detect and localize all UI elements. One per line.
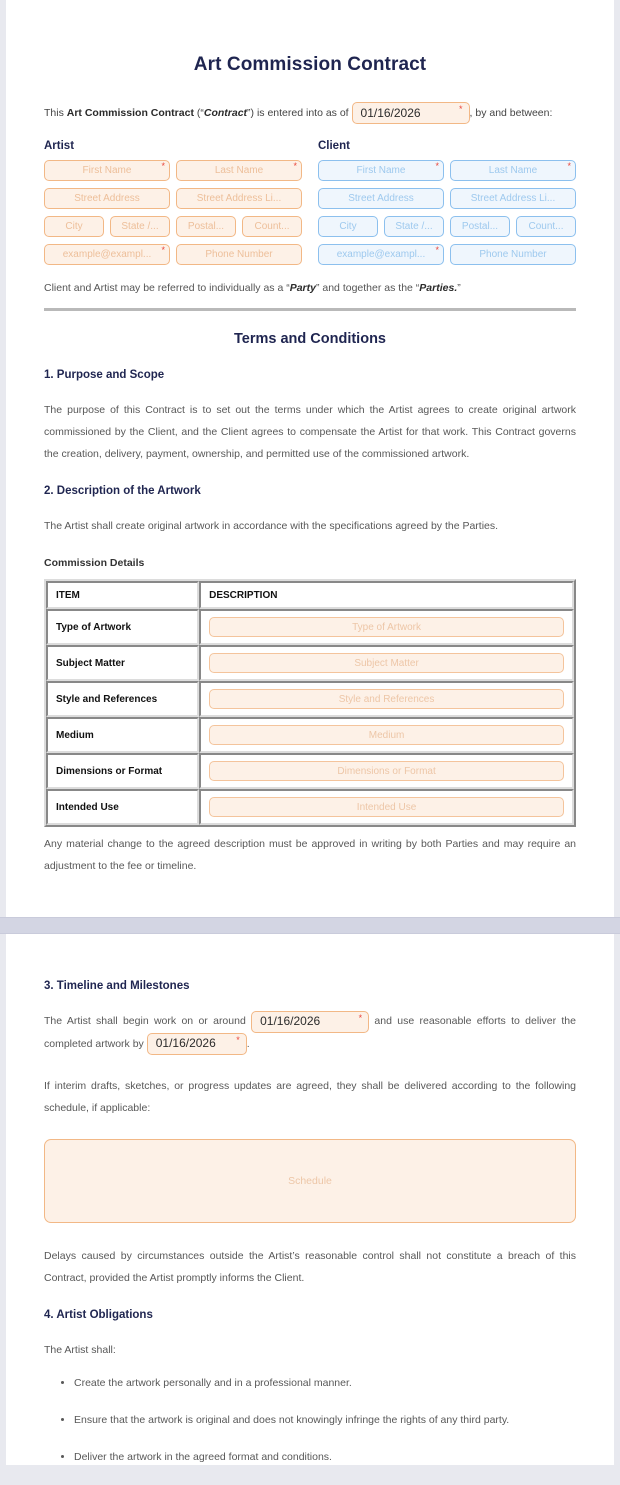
artist-street-address-input[interactable] bbox=[44, 188, 170, 209]
client-city-input[interactable] bbox=[318, 216, 378, 237]
artist-label: Artist bbox=[44, 140, 75, 152]
client-last-name-input[interactable] bbox=[450, 160, 576, 181]
column-header-description: DESCRIPTION bbox=[199, 581, 574, 609]
client-name-row bbox=[318, 160, 576, 181]
artist-state-placeholder: State /... bbox=[121, 221, 159, 232]
artist-postal-placeholder: Postal... bbox=[187, 221, 225, 232]
client-first-name-input[interactable] bbox=[318, 160, 444, 181]
artist-city-input[interactable] bbox=[44, 216, 104, 237]
artist-phone-placeholder: Phone Number bbox=[205, 249, 273, 260]
party-term: Party bbox=[289, 282, 316, 294]
section-3-paragraph-3: Delays caused by circumstances outside the Artist’s reasonable control shall not constitute a breach of this Contract, provided the Artist promptly informs the Client. bbox=[44, 1249, 576, 1284]
start-date-field[interactable] bbox=[251, 1011, 369, 1033]
party-note-mid: ” and together as the “ bbox=[315, 282, 420, 294]
row-label-style-and-references: Style and References bbox=[46, 681, 199, 717]
section-3-paragraph-2: If interim drafts, sketches, or progress updates are agreed, they shall be delivered according to the following schedule, if applicable: bbox=[44, 1079, 576, 1114]
client-postal-placeholder: Postal... bbox=[461, 221, 499, 232]
start-date-value: 01/16/2026 bbox=[260, 1013, 321, 1028]
client-label: Client bbox=[317, 140, 350, 152]
list-item: • Ensure that the artwork is original and does not knowingly infringe the rights of any third party. bbox=[74, 1412, 576, 1429]
medium-placeholder: Medium bbox=[368, 729, 405, 741]
column-header-item: ITEM bbox=[46, 581, 199, 609]
client-city-row bbox=[318, 216, 576, 237]
party-note-pre: Client and Artist may be referred to individually as a “ bbox=[44, 282, 290, 294]
section-4-heading: 4. Artist Obligations bbox=[44, 1308, 153, 1321]
artist-country-placeholder: Count... bbox=[254, 221, 290, 232]
commission-details-label: Commission Details bbox=[44, 557, 145, 570]
client-street-address-2-placeholder: Street Address Li... bbox=[470, 193, 556, 204]
intro-contract-name: Art Commission Contract bbox=[66, 106, 194, 119]
terms-heading: Terms and Conditions bbox=[234, 331, 386, 347]
section-3-text-a: The Artist shall begin work on or around bbox=[44, 1015, 252, 1028]
subject-matter-placeholder: Subject Matter bbox=[354, 657, 419, 669]
intro-suffix: , by and between: bbox=[469, 106, 553, 119]
subject-matter-input[interactable] bbox=[209, 653, 564, 673]
section-3-text-c: . bbox=[246, 1037, 250, 1050]
table-row bbox=[46, 717, 574, 753]
client-state-placeholder: State /... bbox=[395, 221, 433, 232]
artist-email-placeholder: example@exampl... bbox=[62, 249, 152, 260]
client-country-input[interactable] bbox=[516, 216, 576, 237]
section-2-heading: 2. Description of the Artwork bbox=[44, 485, 201, 498]
parties-term: Parties. bbox=[419, 282, 458, 294]
intro-paragraph bbox=[44, 102, 576, 124]
client-block bbox=[318, 140, 576, 272]
client-city-placeholder: City bbox=[339, 221, 357, 232]
section-1-body: The purpose of this Contract is to set out the terms under which the Artist agrees to create original artwork commissioned by the Client, and the Client agrees to compensate the Artist for that work. This Contract governs the creation, delivery, payment, ownership, and permitted use of the commissioned artwork. bbox=[44, 404, 576, 461]
artist-first-name-input[interactable] bbox=[44, 160, 170, 181]
table-header-row bbox=[46, 581, 574, 609]
section-divider bbox=[44, 308, 576, 311]
intro-paren-open: (“ bbox=[193, 106, 204, 119]
client-phone-input[interactable] bbox=[450, 244, 576, 265]
contract-date-field[interactable] bbox=[352, 102, 470, 124]
table-row bbox=[46, 645, 574, 681]
required-marker-icon: * bbox=[161, 161, 165, 171]
section-3-heading: 3. Timeline and Milestones bbox=[44, 980, 190, 993]
row-label-intended-use: Intended Use bbox=[46, 789, 199, 825]
required-marker-icon: * bbox=[435, 245, 439, 255]
table-row bbox=[46, 609, 574, 645]
type-of-artwork-placeholder: Type of Artwork bbox=[352, 621, 422, 633]
required-marker-icon: * bbox=[459, 104, 463, 114]
row-label-medium: Medium bbox=[46, 717, 199, 753]
commission-details-table bbox=[44, 579, 576, 827]
client-first-name-placeholder: First Name bbox=[356, 165, 406, 176]
page-2 bbox=[6, 934, 614, 1465]
parties-form-row bbox=[44, 140, 576, 272]
client-country-placeholder: Count... bbox=[528, 221, 564, 232]
contract-date-value: 01/16/2026 bbox=[360, 105, 421, 120]
client-last-name-placeholder: Last Name bbox=[488, 165, 538, 176]
row-label-subject-matter: Subject Matter bbox=[46, 645, 199, 681]
section-1-heading: 1. Purpose and Scope bbox=[44, 369, 165, 381]
required-marker-icon: * bbox=[293, 161, 297, 171]
client-street-address-input[interactable] bbox=[318, 188, 444, 209]
client-email-input[interactable] bbox=[318, 244, 444, 265]
artist-street-row bbox=[44, 188, 302, 209]
artist-country-input[interactable] bbox=[242, 216, 302, 237]
required-marker-icon: * bbox=[435, 161, 439, 171]
intended-use-input[interactable] bbox=[209, 797, 564, 817]
style-and-references-input[interactable] bbox=[209, 689, 564, 709]
artist-city-placeholder: City bbox=[65, 221, 83, 232]
dimensions-or-format-placeholder: Dimensions or Format bbox=[337, 765, 436, 777]
section-2-footer: Any material change to the agreed description must be approved in writing by both Parties and may require an adjustment to the fee or timeline. bbox=[44, 838, 576, 873]
required-marker-icon: * bbox=[358, 1012, 363, 1023]
artist-postal-input[interactable] bbox=[176, 216, 236, 237]
section-4-lead: The Artist shall: bbox=[44, 1343, 116, 1356]
artist-obligations-list bbox=[44, 1375, 576, 1465]
medium-input[interactable] bbox=[209, 725, 564, 745]
required-marker-icon: * bbox=[161, 245, 165, 255]
artist-last-name-input[interactable] bbox=[176, 160, 302, 181]
required-marker-icon: * bbox=[236, 1034, 240, 1045]
intro-prefix: This bbox=[44, 106, 67, 119]
list-item: • Deliver the artwork in the agreed format and conditions. bbox=[74, 1449, 576, 1466]
client-postal-input[interactable] bbox=[450, 216, 510, 237]
party-definition-note bbox=[44, 282, 576, 294]
schedule-placeholder: Schedule bbox=[288, 1174, 332, 1187]
intended-use-placeholder: Intended Use bbox=[356, 801, 417, 813]
table-row bbox=[46, 789, 574, 825]
artist-last-name-placeholder: Last Name bbox=[214, 165, 264, 176]
completion-date-field[interactable] bbox=[147, 1033, 247, 1055]
schedule-textarea[interactable] bbox=[44, 1139, 576, 1223]
table-row bbox=[46, 681, 574, 717]
page-title: Art Commission Contract bbox=[193, 54, 427, 75]
artist-first-name-placeholder: First Name bbox=[82, 165, 132, 176]
artist-block bbox=[44, 140, 302, 272]
row-label-dimensions-or-format: Dimensions or Format bbox=[46, 753, 199, 789]
intro-defined-term: Contract bbox=[203, 106, 248, 119]
intro-paren-close: ”) is entered into as of bbox=[247, 106, 352, 119]
client-street-row bbox=[318, 188, 576, 209]
client-phone-placeholder: Phone Number bbox=[479, 249, 547, 260]
completion-date-value: 01/16/2026 bbox=[155, 1036, 216, 1051]
client-email-placeholder: example@exampl... bbox=[336, 249, 426, 260]
artist-contact-row bbox=[44, 244, 302, 265]
client-street-address-2-input[interactable] bbox=[450, 188, 576, 209]
client-state-input[interactable] bbox=[384, 216, 444, 237]
page-break-separator bbox=[0, 917, 620, 934]
artist-city-row bbox=[44, 216, 302, 237]
client-street-address-placeholder: Street Address bbox=[348, 193, 414, 204]
artist-name-row bbox=[44, 160, 302, 181]
table-row bbox=[46, 753, 574, 789]
style-and-references-placeholder: Style and References bbox=[338, 693, 435, 705]
artist-street-address-2-placeholder: Street Address Li... bbox=[196, 193, 282, 204]
row-label-type-of-artwork: Type of Artwork bbox=[46, 609, 199, 645]
dimensions-or-format-input[interactable] bbox=[209, 761, 564, 781]
section-2-body: The Artist shall create original artwork in accordance with the specifications agreed by the Parties. bbox=[44, 520, 499, 533]
section-3-paragraph-1 bbox=[44, 1010, 576, 1054]
artist-state-input[interactable] bbox=[110, 216, 170, 237]
required-marker-icon: * bbox=[567, 161, 571, 171]
page-1 bbox=[6, 0, 614, 917]
client-contact-row bbox=[318, 244, 576, 265]
artist-street-address-2-input[interactable] bbox=[176, 188, 302, 209]
list-item: • Create the artwork personally and in a professional manner. bbox=[74, 1375, 576, 1392]
artist-phone-input[interactable] bbox=[176, 244, 302, 265]
type-of-artwork-input[interactable] bbox=[209, 617, 564, 637]
section-3-text-b: and use reasonable efforts to deliver the completed artwork by bbox=[44, 1015, 576, 1050]
party-note-post: ” bbox=[457, 282, 461, 294]
artist-street-address-placeholder: Street Address bbox=[74, 193, 140, 204]
artist-email-input[interactable] bbox=[44, 244, 170, 265]
